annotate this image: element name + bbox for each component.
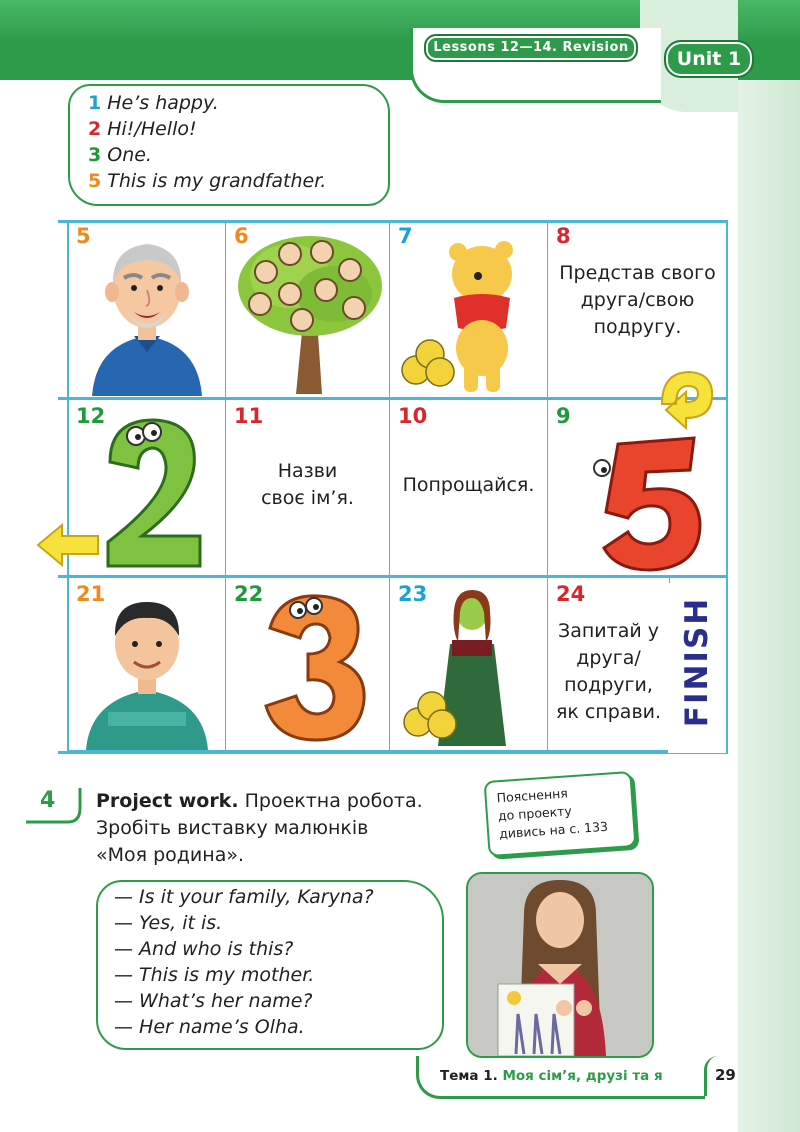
project-line: «Моя родина». bbox=[96, 844, 245, 866]
row-divider bbox=[58, 575, 728, 578]
board-game bbox=[58, 220, 728, 754]
dialog-box bbox=[96, 880, 444, 1050]
answer-text: Hi!/Hello! bbox=[107, 118, 197, 140]
task-number-badge bbox=[24, 786, 84, 824]
project-line: Зробіть виставку малюнків bbox=[96, 817, 369, 839]
cell-number: 11 bbox=[234, 404, 264, 428]
footer-topic bbox=[440, 1068, 663, 1084]
cell-number: 12 bbox=[76, 404, 106, 428]
project-note bbox=[484, 771, 637, 857]
answer-number: 5 bbox=[88, 170, 102, 192]
cell-number: 6 bbox=[234, 224, 249, 248]
finish-cell bbox=[668, 583, 726, 753]
cell-instruction: Попрощайся. bbox=[402, 474, 535, 496]
note-line: дивись на с. 133 bbox=[498, 818, 609, 842]
board-frame bbox=[58, 220, 728, 754]
cell-instruction: Назви своє ім’я. bbox=[261, 460, 354, 509]
page-number: 29 bbox=[715, 1066, 736, 1084]
footer-topic-title: Моя сім’я, друзі та я bbox=[502, 1068, 663, 1084]
footer-topic-prefix: Тема 1. bbox=[440, 1068, 498, 1084]
answer-number: 3 bbox=[88, 144, 102, 166]
project-title-ua: Проектна робота. bbox=[244, 790, 423, 812]
cell-number: 23 bbox=[398, 582, 428, 606]
cell-number: 21 bbox=[76, 582, 106, 606]
project-title: Project work. bbox=[96, 790, 239, 812]
turn-arrow-icon bbox=[656, 364, 720, 430]
row-divider bbox=[58, 397, 728, 400]
side-band bbox=[738, 0, 800, 1132]
answer-text: This is my grandfather. bbox=[107, 170, 327, 192]
arrow-left-icon bbox=[36, 522, 100, 568]
answer-text: He’s happy. bbox=[107, 92, 219, 114]
answer-text: One. bbox=[107, 144, 152, 166]
dialog-line: — What’s her name? bbox=[114, 990, 313, 1012]
answer-number: 2 bbox=[88, 118, 102, 140]
page-number-tab bbox=[704, 1056, 749, 1096]
cell-number: 10 bbox=[398, 404, 428, 428]
cell-number: 5 bbox=[76, 224, 91, 248]
note-line: до проекту bbox=[497, 803, 573, 824]
cell-number: 7 bbox=[398, 224, 413, 248]
dialog-line: — Her name’s Olha. bbox=[114, 1016, 305, 1038]
dialog-line: — And who is this? bbox=[114, 938, 294, 960]
finish-label: FINISH bbox=[679, 596, 715, 728]
cell-number: 22 bbox=[234, 582, 264, 606]
answer-line bbox=[88, 144, 152, 166]
project-instructions bbox=[96, 788, 476, 869]
note-line: Пояснення bbox=[496, 785, 569, 806]
answer-line bbox=[88, 170, 326, 192]
answer-line bbox=[88, 92, 219, 114]
board-right-edge bbox=[726, 220, 728, 754]
task-number: 4 bbox=[40, 788, 56, 813]
cell-instruction: Запитай у друга/ подруги, як справи. bbox=[555, 620, 662, 723]
board-left-edge bbox=[67, 220, 69, 754]
dialog-line: — Yes, it is. bbox=[114, 912, 223, 934]
unit-label: Unit 1 bbox=[664, 40, 754, 78]
lessons-label: Lessons 12—14. Revision bbox=[424, 34, 638, 62]
cell-number: 8 bbox=[556, 224, 571, 248]
answer-line bbox=[88, 118, 197, 140]
cell-instruction: Представ свого друга/свою подругу. bbox=[559, 262, 716, 338]
dialog-line: — This is my mother. bbox=[114, 964, 315, 986]
answers-box bbox=[68, 84, 390, 206]
cell-number: 9 bbox=[556, 404, 571, 428]
cell-number: 24 bbox=[556, 582, 586, 606]
answer-number: 1 bbox=[88, 92, 102, 114]
dialog-line: — Is it your family, Karyna? bbox=[114, 886, 374, 908]
girl-with-drawing-photo bbox=[466, 872, 654, 1058]
